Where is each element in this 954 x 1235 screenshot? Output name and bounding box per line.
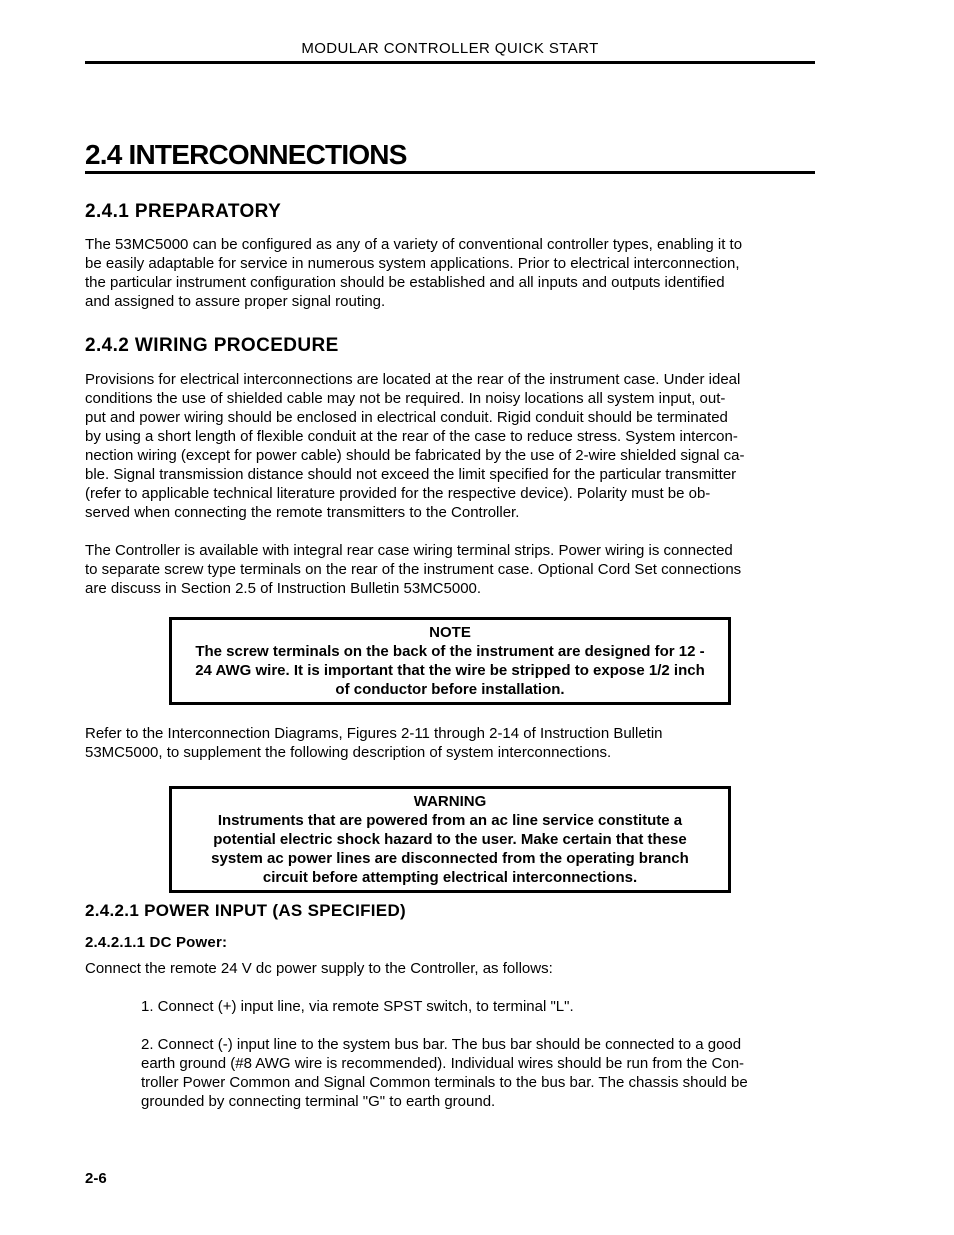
dc-power-heading: 2.4.2.1.1 DC Power: bbox=[85, 934, 228, 951]
dc-power-step-2 bbox=[141, 1035, 817, 1111]
note-line: 24 AWG wire. It is important that the wire be stripped to expose 1/2 inch bbox=[195, 662, 705, 679]
header-rule bbox=[85, 61, 815, 64]
title-rule bbox=[85, 171, 815, 174]
text-line: be easily adaptable for service in numerous system applications. Prior to electrical interconnection, bbox=[85, 255, 740, 272]
text-line: earth ground (#8 AWG wire is recommended). Individual wires should be run from the Con- bbox=[141, 1055, 745, 1072]
preparatory-heading: 2.4.1 PREPARATORY bbox=[85, 201, 282, 222]
text-line: ble. Signal transmission distance should not exceed the limit specified for the particular transmitter bbox=[85, 466, 737, 483]
text-line: Provisions for electrical interconnections are located at the rear of the instrument case. Under ideal bbox=[85, 371, 741, 388]
text-line: conditions the use of shielded cable may not be required. In noisy locations all system input, out- bbox=[85, 390, 726, 407]
dc-power-step-1: 1. Connect (+) input line, via remote SPST switch, to terminal "L". bbox=[141, 998, 574, 1015]
text-line: grounded by connecting terminal "G" to earth ground. bbox=[141, 1093, 496, 1110]
wiring-paragraph-2 bbox=[85, 541, 817, 598]
text-line: served when connecting the remote transmitters to the Controller. bbox=[85, 504, 520, 521]
text-line: The 53MC5000 can be configured as any of a variety of conventional controller types, enabling it to bbox=[85, 236, 743, 253]
text-line: to separate screw type terminals on the rear of the instrument case. Optional Cord Set connections bbox=[85, 561, 742, 578]
warning-line: potential electric shock hazard to the user. Make certain that these bbox=[213, 831, 687, 848]
section-title: 2.4 INTERCONNECTIONS bbox=[85, 139, 407, 170]
text-line: troller Power Common and Signal Common terminals to the bus bar. The chassis should be bbox=[141, 1074, 748, 1091]
warning-box bbox=[169, 786, 731, 893]
running-header: MODULAR CONTROLLER QUICK START bbox=[301, 40, 599, 57]
warning-line: circuit before attempting electrical interconnections. bbox=[262, 869, 638, 886]
text-line: nection wiring (except for power cable) should be fabricated by the use of 2-wire shielded signal ca- bbox=[85, 447, 745, 464]
warning-title: WARNING bbox=[413, 793, 487, 810]
warning-line: Instruments that are powered from an ac line service constitute a bbox=[217, 812, 683, 829]
text-line: (refer to applicable technical literature provided for the respective device). Polarity must be ob- bbox=[85, 485, 711, 502]
note-box bbox=[169, 617, 731, 705]
wiring-paragraph-3 bbox=[85, 724, 817, 762]
text-line: The Controller is available with integral rear case wiring terminal strips. Power wiring is connected bbox=[85, 542, 733, 559]
warning-line: system ac power lines are disconnected from the operating branch bbox=[211, 850, 689, 867]
page-number: 2-6 bbox=[85, 1170, 107, 1187]
power-input-heading: 2.4.2.1 POWER INPUT (AS SPECIFIED) bbox=[85, 901, 406, 920]
text-line: by using a short length of flexible conduit at the rear of the case to reduce stress. System intercon- bbox=[85, 428, 738, 445]
text-line: 53MC5000, to supplement the following description of system interconnections. bbox=[85, 744, 612, 761]
note-line: The screw terminals on the back of the instrument are designed for 12 - bbox=[195, 643, 705, 660]
dc-power-intro: Connect the remote 24 V dc power supply to the Controller, as follows: bbox=[85, 960, 553, 977]
note-line: of conductor before installation. bbox=[335, 681, 565, 698]
text-line: the particular instrument configuration should be established and all inputs and outputs identified bbox=[85, 274, 725, 291]
wiring-paragraph-1 bbox=[85, 370, 817, 522]
text-line: 2. Connect (-) input line to the system bus bar. The bus bar should be connected to a good bbox=[141, 1036, 742, 1053]
text-line: are discuss in Section 2.5 of Instruction Bulletin 53MC5000. bbox=[85, 580, 482, 597]
text-line: and assigned to assure proper signal routing. bbox=[85, 293, 386, 310]
text-line: put and power wiring should be enclosed in electrical conduit. Rigid conduit should be terminated bbox=[85, 409, 728, 426]
note-title: NOTE bbox=[429, 624, 471, 641]
text-line: Refer to the Interconnection Diagrams, Figures 2-11 through 2-14 of Instruction Bulletin bbox=[85, 725, 663, 742]
preparatory-paragraph bbox=[85, 235, 817, 311]
wiring-heading: 2.4.2 WIRING PROCEDURE bbox=[85, 335, 339, 356]
